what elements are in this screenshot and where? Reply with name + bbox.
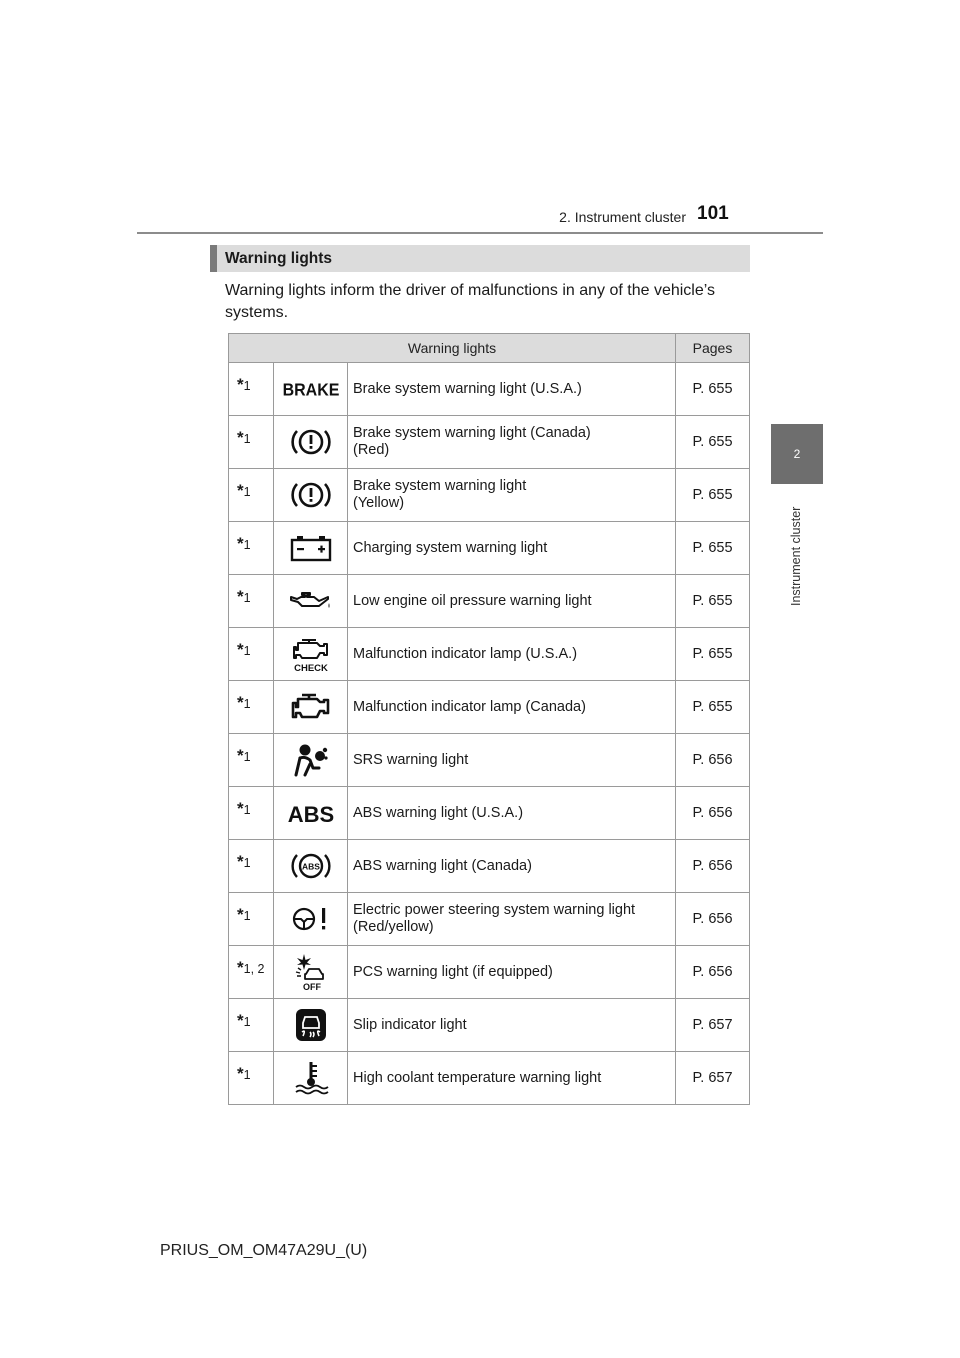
table-row [229, 787, 750, 840]
footnote-ref: 1 [243, 750, 251, 764]
page-ref-cell: P. 655 [676, 416, 750, 469]
icon-cell [274, 893, 348, 946]
description-cell: Brake system warning light (U.S.A.) [348, 363, 676, 416]
footnote-cell [229, 522, 274, 575]
page-ref-cell: P. 656 [676, 840, 750, 893]
description-cell: Malfunction indicator lamp (U.S.A.) [348, 628, 676, 681]
footnote-cell [229, 787, 274, 840]
description-cell: Low engine oil pressure warning light [348, 575, 676, 628]
icon-cell [274, 469, 348, 522]
svg-text:ABS: ABS [287, 802, 334, 827]
abs-text-icon [287, 800, 335, 826]
svg-text:ABS: ABS [301, 861, 320, 872]
footnote-cell [229, 681, 274, 734]
footnote-ref: 1 [243, 538, 251, 552]
description-text: Brake system warning light (Yellow) [353, 478, 527, 511]
brake-text-icon [282, 379, 339, 400]
icon-cell [274, 946, 348, 999]
abs-circle-icon [291, 849, 331, 883]
table-row [229, 734, 750, 787]
table-header-row [229, 334, 750, 363]
footnote-ref: 1 [243, 485, 251, 499]
intro-paragraph: Warning lights inform the driver of malfunctions in any of the vehicle’s systems. [225, 282, 716, 321]
footnote-star: * [237, 534, 244, 553]
footnote-star: * [237, 746, 244, 765]
brake-circle-exclamation-icon [291, 425, 331, 459]
footnote-star: * [237, 693, 244, 712]
page-number: 101 [697, 203, 729, 224]
oil-can-icon [288, 588, 334, 614]
footnote-ref: 1 [243, 432, 251, 446]
airbag-icon [291, 742, 331, 778]
section-title: Warning lights [225, 250, 333, 267]
icon-cell [274, 628, 348, 681]
description-text: Electric power steering system warning light (Red/yellow) [353, 902, 636, 935]
icon-cell [274, 787, 348, 840]
footnote-cell [229, 734, 274, 787]
table-row [229, 469, 750, 522]
footnote-ref: 1 [243, 856, 251, 870]
description-cell: ABS warning light (Canada) [348, 840, 676, 893]
footnote-star: * [237, 428, 244, 447]
footnote-star: * [237, 1064, 244, 1083]
footnote-cell [229, 575, 274, 628]
description-cell [348, 469, 676, 522]
table-row [229, 628, 750, 681]
footnote-ref: 1 [243, 1015, 251, 1029]
page-ref-cell: P. 656 [676, 946, 750, 999]
icon-cell [274, 681, 348, 734]
footnote-star: * [237, 799, 244, 818]
page-ref-cell: P. 656 [676, 734, 750, 787]
icon-cell [274, 999, 348, 1052]
footnote-cell [229, 363, 274, 416]
page-ref-cell: P. 655 [676, 575, 750, 628]
section-title-bar [210, 245, 750, 272]
page-ref-cell: P. 656 [676, 787, 750, 840]
footnote-cell [229, 628, 274, 681]
engine-check-icon [289, 634, 333, 674]
footnote-star: * [237, 905, 244, 924]
table-row [229, 575, 750, 628]
footnote-ref: 1 [243, 644, 251, 658]
page-ref-cell: P. 657 [676, 1052, 750, 1105]
brake-circle-exclamation-icon [291, 478, 331, 512]
table-row [229, 999, 750, 1052]
header-warning-lights: Warning lights [229, 334, 676, 363]
footnote-star: * [237, 481, 244, 500]
description-cell [348, 893, 676, 946]
chapter-tab: 2 [771, 424, 823, 484]
icon-cell [274, 575, 348, 628]
footnote-star: * [237, 375, 244, 394]
battery-icon [289, 533, 333, 563]
header-pages: Pages [676, 334, 750, 363]
footnote-ref: 1 [243, 909, 251, 923]
chapter-tab-label: Instrument cluster [789, 506, 803, 606]
engine-icon [289, 691, 333, 723]
description-cell: ABS warning light (U.S.A.) [348, 787, 676, 840]
footnote-cell [229, 1052, 274, 1105]
icon-cell [274, 522, 348, 575]
slip-indicator-icon [294, 1007, 328, 1043]
page-ref-cell: P. 657 [676, 999, 750, 1052]
document-id-footer: PRIUS_OM_OM47A29U_(U) [160, 1242, 368, 1259]
icon-cell [274, 840, 348, 893]
page-ref-cell: P. 655 [676, 522, 750, 575]
description-cell: Malfunction indicator lamp (Canada) [348, 681, 676, 734]
description-text: Brake system warning light (Canada) (Red) [353, 425, 591, 458]
table-row [229, 946, 750, 999]
table-row [229, 893, 750, 946]
footnote-cell [229, 999, 274, 1052]
svg-text:CHECK: CHECK [293, 663, 328, 674]
description-cell: Charging system warning light [348, 522, 676, 575]
footnote-cell [229, 469, 274, 522]
footnote-cell [229, 840, 274, 893]
table-row [229, 840, 750, 893]
table-row [229, 363, 750, 416]
icon-cell [274, 416, 348, 469]
footnote-cell [229, 416, 274, 469]
pcs-off-icon [290, 952, 332, 992]
header-rule [137, 232, 823, 234]
footnote-star: * [237, 587, 244, 606]
running-header-section: 2. Instrument cluster [559, 209, 686, 225]
description-cell [348, 416, 676, 469]
page-ref-cell: P. 655 [676, 469, 750, 522]
footnote-ref: 1 [243, 803, 251, 817]
footnote-star: * [237, 1011, 244, 1030]
footnote-star: * [237, 640, 244, 659]
icon-cell [274, 734, 348, 787]
description-cell: PCS warning light (if equipped) [348, 946, 676, 999]
footnote-ref: 1, 2 [243, 962, 265, 976]
icon-cell [274, 1052, 348, 1105]
icon-cell [274, 363, 348, 416]
warning-lights-table [228, 333, 750, 1105]
power-steering-icon [290, 903, 332, 935]
footnote-star: * [237, 852, 244, 871]
description-cell: High coolant temperature warning light [348, 1052, 676, 1105]
footnote-star: * [237, 958, 244, 977]
footnote-ref: 1 [243, 697, 251, 711]
svg-text:BRAKE: BRAKE [282, 379, 339, 400]
footnote-ref: 1 [243, 1068, 251, 1082]
svg-text:OFF: OFF [302, 982, 321, 992]
table-row [229, 681, 750, 734]
table-row [229, 1052, 750, 1105]
page-ref-cell: P. 655 [676, 681, 750, 734]
footnote-ref: 1 [243, 591, 251, 605]
page-ref-cell: P. 656 [676, 893, 750, 946]
page-ref-cell: P. 655 [676, 363, 750, 416]
coolant-temp-icon [291, 1059, 331, 1097]
table-row [229, 416, 750, 469]
page-ref-cell: P. 655 [676, 628, 750, 681]
footnote-ref: 1 [243, 379, 251, 393]
footnote-cell [229, 893, 274, 946]
description-cell: Slip indicator light [348, 999, 676, 1052]
table-row [229, 522, 750, 575]
footnote-cell [229, 946, 274, 999]
description-cell: SRS warning light [348, 734, 676, 787]
